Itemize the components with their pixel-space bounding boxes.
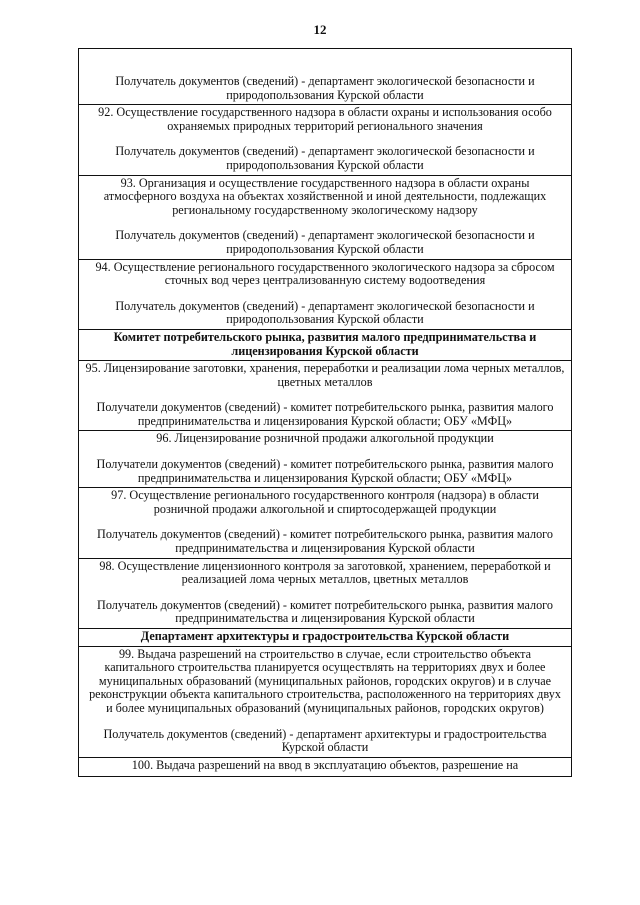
table-row-item-96 xyxy=(79,431,571,488)
item-title: 97. Осуществление регионального государственного контроля (надзора) в области розничной продажи алкогольной и спиртосодержащей продукции xyxy=(111,488,539,516)
table-row-recipient xyxy=(79,49,571,105)
section-heading-architecture xyxy=(79,629,571,647)
recipient-text: Получатель документов (сведений) - департамент экологической безопасности и природопользования Курской области xyxy=(115,298,535,327)
item-title: 96. Лицензирование розничной продажи алкогольной продукции xyxy=(156,431,494,446)
item-title: 93. Организация и осуществление государственного надзора в области охраны атмосферного воздуха на объектах хозяйственной и иной деятельности, подлежащих региональному государственному экологическому надзору xyxy=(103,175,547,217)
table-row-item-100 xyxy=(79,758,571,777)
section-title: Комитет потребительского рынка, развития малого предпринимательства и лицензирования Курской области xyxy=(113,329,537,358)
item-title: 99. Выдача разрешений на строительство в случае, если строительство объекта капитального строительства планируется осуществлять на территориях двух и более муниципальных образований (муниципальных районов, городских округов) и в случае реконструкции объекта капитального строительства, расположенного на территориях двух и более муниципальных образований (муниципальных районов, городских округов) xyxy=(89,646,561,715)
recipient-text: Получатель документов (сведений) - комитет потребительского рынка, развития малого предпринимательства и лицензирования Курской области xyxy=(97,527,553,556)
recipient-text: Получатель документов (сведений) - департамент экологической безопасности и природопользования Курской области xyxy=(115,228,535,256)
page-number: 12 xyxy=(313,22,327,37)
table-row-item-95 xyxy=(79,361,571,431)
table-row-item-99 xyxy=(79,647,571,758)
table-row-item-94 xyxy=(79,260,571,330)
recipient-text: Получатели документов (сведений) - комитет потребительского рынка, развития малого предпринимательства и лицензирования Курской области; ОБУ «МФЦ» xyxy=(96,457,554,485)
item-title: 94. Осуществление регионального государственного экологического надзора за сбросом сточных вод через централизованную систему водоотведения xyxy=(95,259,555,288)
item-title: 95. Лицензирование заготовки, хранения, переработки и реализации лома черных металлов, цветных металлов xyxy=(85,361,565,389)
section-title: Департамент архитектуры и градостроительства Курской области xyxy=(140,629,510,643)
item-title: 98. Осуществление лицензионного контроля за заготовкой, хранением, переработкой и реализацией лома черных металлов, цветных металлов xyxy=(99,558,551,587)
recipient-text: Получатель документов (сведений) - департамент экологической безопасности и природопользования Курской области xyxy=(115,144,535,172)
table-row-item-98 xyxy=(79,559,571,629)
table-row-item-92 xyxy=(79,105,571,175)
section-heading-consumer-market xyxy=(79,330,571,361)
recipient-text: Получатели документов (сведений) - комитет потребительского рынка, развития малого предпринимательства и лицензирования Курской области; ОБУ «МФЦ» xyxy=(96,400,554,428)
item-title: 100. Выдача разрешений на ввод в эксплуатацию объектов, разрешение на xyxy=(131,757,519,772)
table-row-item-97 xyxy=(79,488,571,558)
item-title: 92. Осуществление государственного надзора в области охраны и использования особо охраняемых природных территорий регионального значения xyxy=(98,105,552,133)
recipient-text: Получатель документов (сведений) - департамент экологической безопасности и природопользования Курской области xyxy=(115,74,535,102)
recipient-text: Получатель документов (сведений) - департамент архитектуры и градостроительства Курской области xyxy=(103,726,547,755)
document-table xyxy=(78,48,572,777)
recipient-text: Получатель документов (сведений) - комитет потребительского рынка, развития малого предпринимательства и лицензирования Курской области xyxy=(97,597,553,626)
table-row-item-93 xyxy=(79,176,571,260)
